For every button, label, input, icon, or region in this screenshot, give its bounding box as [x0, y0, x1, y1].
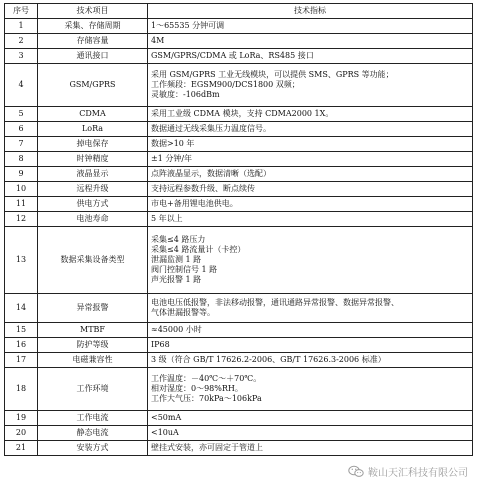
table-row [5, 182, 473, 197]
row-spec [148, 353, 473, 368]
spec-line: 采集≤4 路压力 [151, 235, 206, 244]
table-row [5, 323, 473, 338]
row-spec [148, 338, 473, 353]
row-number: 13 [5, 227, 38, 294]
row-number: 11 [5, 197, 38, 212]
spec-line: 工作大气压：70kPa～106kPa [151, 394, 262, 403]
row-item: 掉电保存 [38, 137, 148, 152]
row-spec [148, 212, 473, 227]
row-spec [148, 368, 473, 411]
row-item: 供电方式 [38, 197, 148, 212]
table-row [5, 212, 473, 227]
spec-line: 灵敏度：-106dBm [151, 90, 220, 99]
row-item: 电池寿命 [38, 212, 148, 227]
row-number: 8 [5, 152, 38, 167]
table-row [5, 152, 473, 167]
row-spec [148, 49, 473, 64]
spec-line: GSM/GPRS/CDMA 或 LoRa、RS485 接口 [151, 51, 314, 60]
header-spec: 技术指标 [148, 4, 473, 19]
table-row [5, 137, 473, 152]
spec-line: 市电+备用锂电池供电。 [151, 199, 238, 208]
spec-line: 泄漏监测 1 路 [151, 255, 202, 264]
table-row [5, 227, 473, 294]
row-item: 液晶显示 [38, 167, 148, 182]
row-item: 静态电流 [38, 426, 148, 441]
row-item: 防护等级 [38, 338, 148, 353]
table-row [5, 294, 473, 323]
spec-line: 工作温度：－40℃～＋70℃。 [151, 374, 262, 383]
row-number: 20 [5, 426, 38, 441]
spec-line: 数据通过无线采集压力温度信号。 [151, 124, 271, 133]
row-spec [148, 167, 473, 182]
row-item: 数据采集设备类型 [38, 227, 148, 294]
spec-table [4, 3, 473, 456]
spec-line: 采用工业级 CDMA 模块，支持 CDMA2000 1X。 [151, 109, 334, 118]
row-item: 通讯接口 [38, 49, 148, 64]
spec-line: 阀门控制信号 1 路 [151, 265, 218, 274]
spec-line: 气体泄漏报警等。 [151, 308, 215, 317]
row-number: 9 [5, 167, 38, 182]
spec-line: 1～65535 分钟可调 [151, 21, 225, 30]
table-row [5, 64, 473, 107]
watermark [348, 464, 468, 478]
table-row [5, 426, 473, 441]
spec-line: ±1 分钟/年 [151, 154, 193, 163]
spec-line: 壁挂式安装，亦可固定于管道上 [151, 443, 263, 452]
table-row [5, 441, 473, 456]
spec-line: 采用 GSM/GPRS 工业无线模块，可以提供 SMS、GPRS 等功能； [151, 70, 394, 79]
row-spec [148, 137, 473, 152]
row-number: 7 [5, 137, 38, 152]
spec-line: 相对湿度：0～98%RH。 [151, 384, 243, 393]
row-number: 12 [5, 212, 38, 227]
row-item: CDMA [38, 107, 148, 122]
row-spec [148, 441, 473, 456]
row-spec [148, 107, 473, 122]
spec-line: 5 年以上 [151, 214, 183, 223]
row-number: 21 [5, 441, 38, 456]
row-spec [148, 426, 473, 441]
row-number: 16 [5, 338, 38, 353]
wechat-official-account-icon [348, 465, 364, 478]
row-item: 电磁兼容性 [38, 353, 148, 368]
spec-line: 电池电压低报警，非法移动报警，通讯通路异常报警、数据异常报警、 [151, 298, 399, 307]
spec-line: 支持远程参数升级、断点续传 [151, 184, 255, 193]
watermark-text: 鞍山天汇科技有限公司 [368, 467, 468, 479]
row-item: 工作环境 [38, 368, 148, 411]
row-number: 18 [5, 368, 38, 411]
spec-line: <50mA [151, 413, 182, 422]
row-item: 异常报警 [38, 294, 148, 323]
row-item: 工作电流 [38, 411, 148, 426]
spec-line: 4M [151, 36, 165, 45]
table-row [5, 107, 473, 122]
row-number: 1 [5, 19, 38, 34]
table-row [5, 338, 473, 353]
row-spec [148, 34, 473, 49]
table-row [5, 34, 473, 49]
spec-line: 声光报警 1 路 [151, 275, 202, 284]
header-item: 技术项目 [38, 4, 148, 19]
row-spec [148, 227, 473, 294]
table-row [5, 49, 473, 64]
row-item: 远程升级 [38, 182, 148, 197]
table-row [5, 353, 473, 368]
spec-line: 3 级（符合 GB/T 17626.2-2006、GB/T 17626.3-2006 标准） [151, 355, 386, 364]
row-item: MTBF [38, 323, 148, 338]
row-spec [148, 152, 473, 167]
row-item: 安装方式 [38, 441, 148, 456]
table-row [5, 19, 473, 34]
row-number: 15 [5, 323, 38, 338]
spec-line: <10uA [151, 428, 179, 437]
row-spec [148, 197, 473, 212]
row-number: 5 [5, 107, 38, 122]
table-row [5, 167, 473, 182]
row-spec [148, 411, 473, 426]
row-number: 10 [5, 182, 38, 197]
table-row [5, 368, 473, 411]
row-spec [148, 182, 473, 197]
table-row [5, 197, 473, 212]
table-head [5, 4, 473, 19]
spec-line: 数据>10 年 [151, 139, 195, 148]
row-number: 4 [5, 64, 38, 107]
header-no: 序号 [5, 4, 38, 19]
table-body [5, 19, 473, 456]
table-row [5, 122, 473, 137]
spec-line: ≈45000 小时 [151, 325, 202, 334]
spec-line: 工作频段：EGSM900/DCS1800 双频； [151, 80, 300, 89]
row-spec [148, 64, 473, 107]
row-item: 时钟精度 [38, 152, 148, 167]
row-number: 6 [5, 122, 38, 137]
spec-line: 采集≤4 路流量计（卡控） [151, 245, 246, 254]
row-item: GSM/GPRS [38, 64, 148, 107]
row-number: 14 [5, 294, 38, 323]
row-number: 3 [5, 49, 38, 64]
row-spec [148, 323, 473, 338]
row-spec [148, 19, 473, 34]
spec-line: IP68 [151, 340, 170, 349]
row-number: 19 [5, 411, 38, 426]
spec-line: 点阵液晶显示，数据清晰（选配） [151, 169, 271, 178]
row-item: LoRa [38, 122, 148, 137]
row-number: 17 [5, 353, 38, 368]
row-spec [148, 294, 473, 323]
row-spec [148, 122, 473, 137]
row-number: 2 [5, 34, 38, 49]
table-header-row [5, 4, 473, 19]
row-item: 采集、存储周期 [38, 19, 148, 34]
table-row [5, 411, 473, 426]
row-item: 存储容量 [38, 34, 148, 49]
